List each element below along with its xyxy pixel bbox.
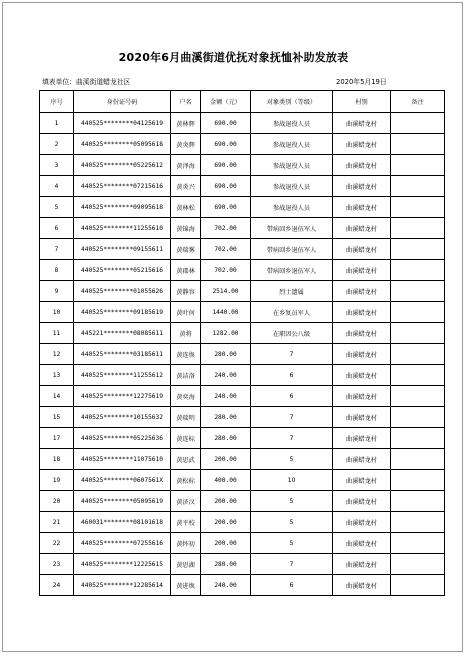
remark-cell bbox=[391, 386, 445, 407]
amount-cell: 200.00 bbox=[201, 533, 251, 554]
table-row bbox=[40, 449, 445, 470]
category-cell: 7 bbox=[251, 344, 333, 365]
id-number-cell: 440525********01055626 bbox=[74, 281, 171, 302]
id-number-cell: 440525********11075610 bbox=[74, 449, 171, 470]
village-cell: 曲溪蜡龙村 bbox=[333, 491, 391, 512]
name-cell: 黄静容 bbox=[171, 281, 201, 302]
category-cell: 5 bbox=[251, 449, 333, 470]
remark-cell bbox=[391, 260, 445, 281]
table-row bbox=[40, 260, 445, 281]
amount-cell: 702.00 bbox=[201, 260, 251, 281]
name-cell: 黄洁洛 bbox=[171, 365, 201, 386]
table-row bbox=[40, 302, 445, 323]
amount-cell: 200.00 bbox=[201, 449, 251, 470]
name-cell: 黄林松 bbox=[171, 197, 201, 218]
row-number-cell: 9 bbox=[40, 281, 74, 302]
remark-cell bbox=[391, 512, 445, 533]
remark-cell bbox=[391, 239, 445, 260]
category-cell: 6 bbox=[251, 386, 333, 407]
amount-cell: 2514.00 bbox=[201, 281, 251, 302]
amount-cell: 280.00 bbox=[201, 428, 251, 449]
name-cell: 黄郡林 bbox=[171, 260, 201, 281]
category-cell: 5 bbox=[251, 533, 333, 554]
id-number-cell: 440525********05225636 bbox=[74, 428, 171, 449]
table-row bbox=[40, 491, 445, 512]
id-number-cell: 440525********05095618 bbox=[74, 134, 171, 155]
amount-cell: 280.00 bbox=[201, 344, 251, 365]
name-cell: 黄松标 bbox=[171, 470, 201, 491]
table-row bbox=[40, 365, 445, 386]
row-number-cell: 6 bbox=[40, 218, 74, 239]
id-number-cell: 440525********05225612 bbox=[74, 155, 171, 176]
remark-cell bbox=[391, 428, 445, 449]
row-number-cell: 22 bbox=[40, 533, 74, 554]
village-cell: 曲溪蜡龙村 bbox=[333, 239, 391, 260]
table-row bbox=[40, 155, 445, 176]
name-cell: 黄瑞雾 bbox=[171, 239, 201, 260]
remark-cell bbox=[391, 365, 445, 386]
row-number-cell: 3 bbox=[40, 155, 74, 176]
category-cell: 带病回乡退伍军人 bbox=[251, 239, 333, 260]
remark-cell bbox=[391, 323, 445, 344]
id-number-cell: 440525********09095618 bbox=[74, 197, 171, 218]
remark-cell bbox=[391, 344, 445, 365]
id-number-cell: 440525********12285614 bbox=[74, 575, 171, 596]
page-title: 2020年6月曲溪街道优抚对象抚恤补助发放表 bbox=[118, 51, 349, 64]
table-row bbox=[40, 386, 445, 407]
table-row bbox=[40, 428, 445, 449]
category-cell: 7 bbox=[251, 554, 333, 575]
row-number-cell: 11 bbox=[40, 323, 74, 344]
table-row bbox=[40, 407, 445, 428]
row-number-cell: 19 bbox=[40, 470, 74, 491]
remark-cell bbox=[391, 470, 445, 491]
category-cell: 参战退役人员 bbox=[251, 155, 333, 176]
row-number-cell: 12 bbox=[40, 344, 74, 365]
id-number-cell: 440525********11255610 bbox=[74, 218, 171, 239]
village-cell: 曲溪蜡龙村 bbox=[333, 344, 391, 365]
id-number-cell: 440525********09155611 bbox=[74, 239, 171, 260]
amount-cell: 690.00 bbox=[201, 113, 251, 134]
village-cell: 曲溪蜡龙村 bbox=[333, 365, 391, 386]
row-number-cell: 18 bbox=[40, 449, 74, 470]
id-number-cell: 445221********08085611 bbox=[74, 323, 171, 344]
category-cell: 在职因公八级 bbox=[251, 323, 333, 344]
category-cell: 6 bbox=[251, 365, 333, 386]
amount-cell: 400.00 bbox=[201, 470, 251, 491]
category-cell: 参战退役人员 bbox=[251, 134, 333, 155]
row-number-cell: 21 bbox=[40, 512, 74, 533]
village-cell: 曲溪蜡龙村 bbox=[333, 176, 391, 197]
id-number-cell: 440525********07255616 bbox=[74, 533, 171, 554]
id-number-cell: 440525********07215616 bbox=[74, 176, 171, 197]
village-cell: 曲溪蜡龙村 bbox=[333, 197, 391, 218]
village-cell: 曲溪蜡龙村 bbox=[333, 134, 391, 155]
name-cell: 黄思湖 bbox=[171, 554, 201, 575]
header-cell: 身份证号码 bbox=[74, 91, 171, 113]
amount-cell: 702.00 bbox=[201, 239, 251, 260]
id-number-cell: 440525********0607561X bbox=[74, 470, 171, 491]
village-cell: 曲溪蜡龙村 bbox=[333, 428, 391, 449]
id-number-cell: 440525********12275619 bbox=[74, 386, 171, 407]
amount-cell: 200.00 bbox=[201, 512, 251, 533]
remark-cell bbox=[391, 113, 445, 134]
amount-cell: 690.00 bbox=[201, 197, 251, 218]
village-cell: 曲溪蜡龙村 bbox=[333, 323, 391, 344]
village-cell: 曲溪蜡龙村 bbox=[333, 260, 391, 281]
village-cell: 曲溪蜡龙村 bbox=[333, 470, 391, 491]
table-row bbox=[40, 470, 445, 491]
header-cell: 户名 bbox=[171, 91, 201, 113]
header-row bbox=[40, 91, 445, 113]
name-cell: 黄叶何 bbox=[171, 302, 201, 323]
table-row bbox=[40, 344, 445, 365]
row-number-cell: 10 bbox=[40, 302, 74, 323]
village-cell: 曲溪蜡龙村 bbox=[333, 281, 391, 302]
village-cell: 曲溪蜡龙村 bbox=[333, 113, 391, 134]
category-cell: 5 bbox=[251, 491, 333, 512]
row-number-cell: 15 bbox=[40, 407, 74, 428]
name-cell: 黄思武 bbox=[171, 449, 201, 470]
header-cell: 村别 bbox=[333, 91, 391, 113]
village-cell: 曲溪蜡龙村 bbox=[333, 512, 391, 533]
id-number-cell: 440525********04125619 bbox=[74, 113, 171, 134]
row-number-cell: 20 bbox=[40, 491, 74, 512]
amount-cell: 1282.00 bbox=[201, 323, 251, 344]
row-number-cell: 23 bbox=[40, 554, 74, 575]
header-cell: 备注 bbox=[391, 91, 445, 113]
name-cell: 黄泽海 bbox=[171, 155, 201, 176]
table-row bbox=[40, 113, 445, 134]
row-number-cell: 1 bbox=[40, 113, 74, 134]
amount-cell: 690.00 bbox=[201, 155, 251, 176]
table-row bbox=[40, 134, 445, 155]
table-row bbox=[40, 533, 445, 554]
category-cell: 烈士遗属 bbox=[251, 281, 333, 302]
name-cell: 黄瑞明 bbox=[171, 407, 201, 428]
remark-cell bbox=[391, 449, 445, 470]
id-number-cell: 440525********11255612 bbox=[74, 365, 171, 386]
name-cell: 黄将 bbox=[171, 323, 201, 344]
table-row bbox=[40, 197, 445, 218]
header-cell: 序号 bbox=[40, 91, 74, 113]
category-cell: 参战退役人员 bbox=[251, 176, 333, 197]
amount-cell: 200.00 bbox=[201, 491, 251, 512]
remark-cell bbox=[391, 302, 445, 323]
remark-cell bbox=[391, 575, 445, 596]
row-number-cell: 17 bbox=[40, 428, 74, 449]
unit-label: 填表单位：曲溪街道蜡龙社区 bbox=[42, 78, 131, 86]
village-cell: 曲溪蜡龙村 bbox=[333, 155, 391, 176]
remark-cell bbox=[391, 176, 445, 197]
remark-cell bbox=[391, 197, 445, 218]
row-number-cell: 2 bbox=[40, 134, 74, 155]
row-number-cell: 13 bbox=[40, 365, 74, 386]
category-cell: 6 bbox=[251, 575, 333, 596]
category-cell: 7 bbox=[251, 428, 333, 449]
amount-cell: 1440.00 bbox=[201, 302, 251, 323]
payment-table bbox=[39, 90, 445, 596]
category-cell: 带病回乡退伍军人 bbox=[251, 260, 333, 281]
category-cell: 在乡复员军人 bbox=[251, 302, 333, 323]
header-cell: 对象类别（等级） bbox=[251, 91, 333, 113]
name-cell: 黄济汉 bbox=[171, 491, 201, 512]
table-row bbox=[40, 512, 445, 533]
name-cell: 黄平校 bbox=[171, 512, 201, 533]
village-cell: 曲溪蜡龙村 bbox=[333, 533, 391, 554]
row-number-cell: 7 bbox=[40, 239, 74, 260]
table-row bbox=[40, 575, 445, 596]
amount-cell: 240.00 bbox=[201, 575, 251, 596]
village-cell: 曲溪蜡龙村 bbox=[333, 554, 391, 575]
name-cell: 黄锦海 bbox=[171, 218, 201, 239]
amount-cell: 240.00 bbox=[201, 386, 251, 407]
name-cell: 黄进焕 bbox=[171, 575, 201, 596]
id-number-cell: 440525********09185619 bbox=[74, 302, 171, 323]
table-row bbox=[40, 218, 445, 239]
table-row bbox=[40, 554, 445, 575]
amount-cell: 280.00 bbox=[201, 407, 251, 428]
village-cell: 曲溪蜡龙村 bbox=[333, 302, 391, 323]
category-cell: 带病回乡退伍军人 bbox=[251, 218, 333, 239]
remark-cell bbox=[391, 218, 445, 239]
name-cell: 黄连焕 bbox=[171, 344, 201, 365]
table-row bbox=[40, 239, 445, 260]
row-number-cell: 14 bbox=[40, 386, 74, 407]
table-row bbox=[40, 323, 445, 344]
id-number-cell: 440525********05215616 bbox=[74, 260, 171, 281]
id-number-cell: 440525********03185611 bbox=[74, 344, 171, 365]
village-cell: 曲溪蜡龙村 bbox=[333, 386, 391, 407]
village-cell: 曲溪蜡龙村 bbox=[333, 449, 391, 470]
amount-cell: 690.00 bbox=[201, 134, 251, 155]
remark-cell bbox=[391, 407, 445, 428]
village-cell: 曲溪蜡龙村 bbox=[333, 575, 391, 596]
village-cell: 曲溪蜡龙村 bbox=[333, 407, 391, 428]
id-number-cell: 460031********08101618 bbox=[74, 512, 171, 533]
row-number-cell: 24 bbox=[40, 575, 74, 596]
remark-cell bbox=[391, 155, 445, 176]
id-number-cell: 440525********10155632 bbox=[74, 407, 171, 428]
row-number-cell: 5 bbox=[40, 197, 74, 218]
remark-cell bbox=[391, 533, 445, 554]
table-row bbox=[40, 176, 445, 197]
remark-cell bbox=[391, 491, 445, 512]
remark-cell bbox=[391, 281, 445, 302]
village-cell: 曲溪蜡龙村 bbox=[333, 218, 391, 239]
row-number-cell: 8 bbox=[40, 260, 74, 281]
amount-cell: 240.00 bbox=[201, 365, 251, 386]
amount-cell: 690.00 bbox=[201, 176, 251, 197]
name-cell: 黄奕海 bbox=[171, 386, 201, 407]
header-cell: 金额（元） bbox=[201, 91, 251, 113]
category-cell: 参战退役人员 bbox=[251, 113, 333, 134]
remark-cell bbox=[391, 554, 445, 575]
amount-cell: 702.00 bbox=[201, 218, 251, 239]
table-row bbox=[40, 281, 445, 302]
category-cell: 10 bbox=[251, 470, 333, 491]
name-cell: 黄炎兴 bbox=[171, 176, 201, 197]
row-number-cell: 4 bbox=[40, 176, 74, 197]
id-number-cell: 440525********12225615 bbox=[74, 554, 171, 575]
category-cell: 5 bbox=[251, 512, 333, 533]
amount-cell: 280.00 bbox=[201, 554, 251, 575]
name-cell: 黄连标 bbox=[171, 428, 201, 449]
name-cell: 黄林辉 bbox=[171, 113, 201, 134]
name-cell: 黄炎辉 bbox=[171, 134, 201, 155]
date-label: 2020年5月19日 bbox=[336, 78, 387, 86]
category-cell: 参战退役人员 bbox=[251, 197, 333, 218]
category-cell: 7 bbox=[251, 407, 333, 428]
name-cell: 黄怀初 bbox=[171, 533, 201, 554]
id-number-cell: 440525********05095619 bbox=[74, 491, 171, 512]
remark-cell bbox=[391, 134, 445, 155]
